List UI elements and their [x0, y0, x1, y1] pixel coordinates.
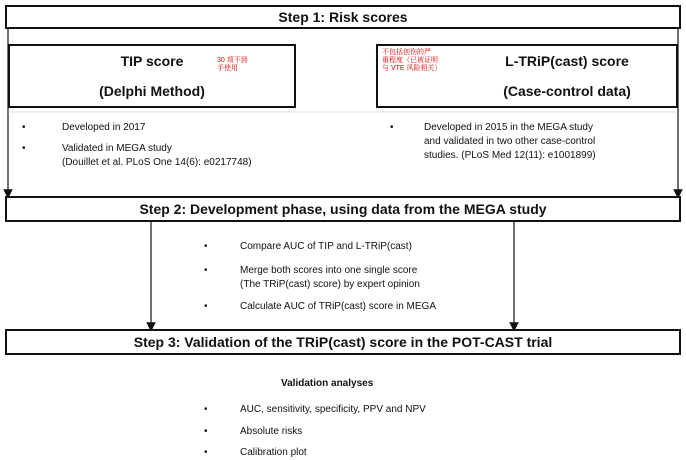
validation-bullet-2: Absolute risks	[240, 426, 303, 437]
step3-title: Step 3: Validation of the TRiP(cast) score in the POT-CAST trial	[133, 334, 553, 350]
ltrip-title: L-TRiP(cast) score	[505, 53, 629, 69]
bullet-marker: •	[204, 447, 208, 458]
bullet-marker: •	[204, 404, 208, 415]
tip-title: TIP score	[120, 53, 184, 69]
ltrip-bullet-1: Developed in 2015 in the MEGA study and validated in two other case-control studies. (PLoS Med 12(11): e1001899)	[424, 122, 596, 161]
bullet-marker: •	[204, 265, 208, 276]
tip-subtitle: (Delphi Method)	[99, 83, 205, 99]
step2-box	[5, 196, 681, 222]
tip-score-box	[8, 44, 296, 108]
step2-bullet-1: Compare AUC of TIP and L-TRiP(cast)	[240, 241, 412, 252]
ltrip-subtitle: (Case-control data)	[503, 83, 631, 99]
bullet-marker: •	[204, 241, 208, 252]
bullet-marker: •	[22, 143, 26, 154]
ltrip-annotation: 不包括创伤的严 重程度（已被证明 与 VTE 风险相关）	[382, 49, 442, 72]
step2-bullet-2: Merge both scores into one single score (The TRiP(cast) score) by expert opinion	[240, 265, 420, 290]
validation-heading: Validation analyses	[281, 378, 374, 389]
bullet-marker: •	[204, 301, 208, 312]
tip-bullet-2: Validated in MEGA study (Douillet et al. PLoS One 14(6): e0217748)	[62, 143, 252, 168]
step3-box	[5, 329, 681, 355]
step2-bullet-3: Calculate AUC of TRiP(cast) score in MEGA	[240, 301, 436, 312]
bullet-marker: •	[390, 122, 394, 133]
step1-title: Step 1: Risk scores	[278, 9, 408, 25]
validation-bullet-1: AUC, sensitivity, specificity, PPV and NPV	[240, 404, 426, 415]
bullet-marker: •	[204, 426, 208, 437]
bullet-marker: •	[22, 122, 26, 133]
tip-annotation: 30 项不到 手使用	[217, 57, 248, 72]
tip-bullet-1: Developed in 2017	[62, 122, 146, 133]
step1-box	[5, 5, 681, 29]
step2-title: Step 2: Development phase, using data from the MEGA study	[139, 201, 547, 217]
validation-bullet-3: Calibration plot	[240, 447, 307, 458]
